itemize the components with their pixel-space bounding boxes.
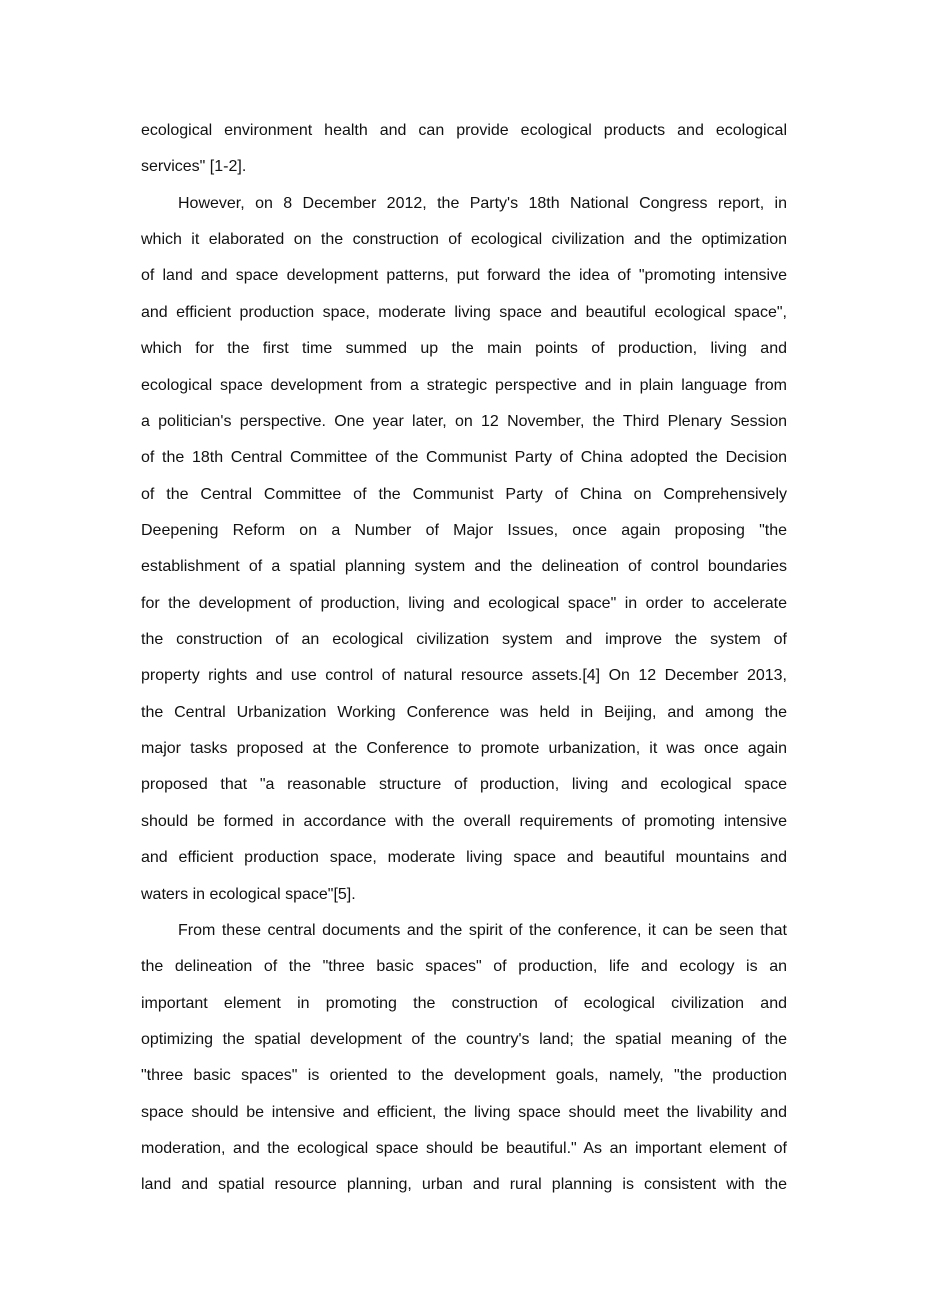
line-text: property rights and use control of natural resource assets.[4] On 12 December 2013, — [141, 667, 787, 685]
line-text: of land and space development patterns, put forward the idea of "promoting intensive — [141, 267, 787, 285]
text-line — [141, 1064, 787, 1100]
line-text: optimizing the spatial development of the country's land; the spatial meaning of the — [141, 1030, 787, 1048]
text-line — [141, 1028, 787, 1064]
text-line — [141, 810, 787, 846]
line-text: the construction of an ecological civilization system and improve the system of — [141, 631, 787, 649]
document-body — [141, 119, 787, 1210]
line-text: and efficient production space, moderate living space and beautiful ecological space", — [141, 303, 787, 321]
text-line — [141, 1101, 787, 1137]
text-line — [141, 119, 787, 155]
line-text: From these central documents and the spirit of the conference, it can be seen that — [178, 921, 787, 939]
line-text: ecological environment health and can provide ecological products and ecological — [141, 122, 787, 139]
text-line — [141, 192, 787, 228]
paragraph — [141, 119, 787, 192]
line-text: However, on 8 December 2012, the Party's 18th National Congress report, in — [178, 194, 787, 212]
text-line — [141, 592, 787, 628]
line-text: of the 18th Central Committee of the Communist Party of China adopted the Decision — [141, 449, 787, 467]
text-line — [141, 555, 787, 591]
line-text: for the development of production, living and ecological space" in order to accelerate — [141, 594, 787, 612]
line-text: which it elaborated on the construction of ecological civilization and the optimization — [141, 231, 787, 249]
text-line — [141, 737, 787, 773]
text-line — [141, 264, 787, 300]
text-line — [141, 519, 787, 555]
line-text: and efficient production space, moderate living space and beautiful mountains and — [141, 849, 787, 867]
line-text: Deepening Reform on a Number of Major Issues, once again proposing "the — [141, 521, 787, 539]
line-text: the Central Urbanization Working Conference was held in Beijing, and among the — [141, 703, 787, 721]
line-text: should be formed in accordance with the overall requirements of promoting intensive — [141, 812, 787, 830]
text-line — [141, 955, 787, 991]
text-line — [141, 337, 787, 373]
text-line — [141, 919, 787, 955]
line-text: waters in ecological space"[5]. — [141, 885, 356, 903]
paragraph — [141, 919, 787, 1210]
text-line — [141, 773, 787, 809]
text-line — [141, 301, 787, 337]
text-line — [141, 883, 787, 919]
paragraph — [141, 192, 787, 919]
line-text: major tasks proposed at the Conference to promote urbanization, it was once again — [141, 740, 787, 758]
text-line — [141, 374, 787, 410]
line-text: ecological space development from a strategic perspective and in plain language from — [141, 376, 787, 394]
line-text: services" [1-2]. — [141, 158, 247, 176]
line-text: "three basic spaces" is oriented to the development goals, namely, "the production — [141, 1067, 787, 1085]
line-text: space should be intensive and efficient, the living space should meet the livability and — [141, 1103, 787, 1121]
text-line — [141, 628, 787, 664]
text-line — [141, 846, 787, 882]
line-text: establishment of a spatial planning system and the delineation of control boundaries — [141, 558, 787, 576]
text-line — [141, 228, 787, 264]
line-text: important element in promoting the construction of ecological civilization and — [141, 994, 787, 1012]
line-text: which for the first time summed up the main points of production, living and — [141, 340, 787, 358]
line-text: land and spatial resource planning, urban and rural planning is consistent with the — [141, 1176, 787, 1194]
text-line — [141, 701, 787, 737]
text-line — [141, 483, 787, 519]
text-line — [141, 446, 787, 482]
text-line — [141, 664, 787, 700]
line-text: a politician's perspective. One year later, on 12 November, the Third Plenary Session — [141, 412, 787, 430]
line-text: of the Central Committee of the Communist Party of China on Comprehensively — [141, 485, 787, 503]
line-text: moderation, and the ecological space should be beautiful." As an important element of — [141, 1140, 787, 1158]
text-line — [141, 155, 787, 191]
line-text: proposed that "a reasonable structure of production, living and ecological space — [141, 776, 787, 794]
text-line — [141, 1137, 787, 1173]
text-line — [141, 410, 787, 446]
text-line — [141, 1173, 787, 1209]
text-line — [141, 992, 787, 1028]
line-text: the delineation of the "three basic spaces" of production, life and ecology is an — [141, 958, 787, 976]
